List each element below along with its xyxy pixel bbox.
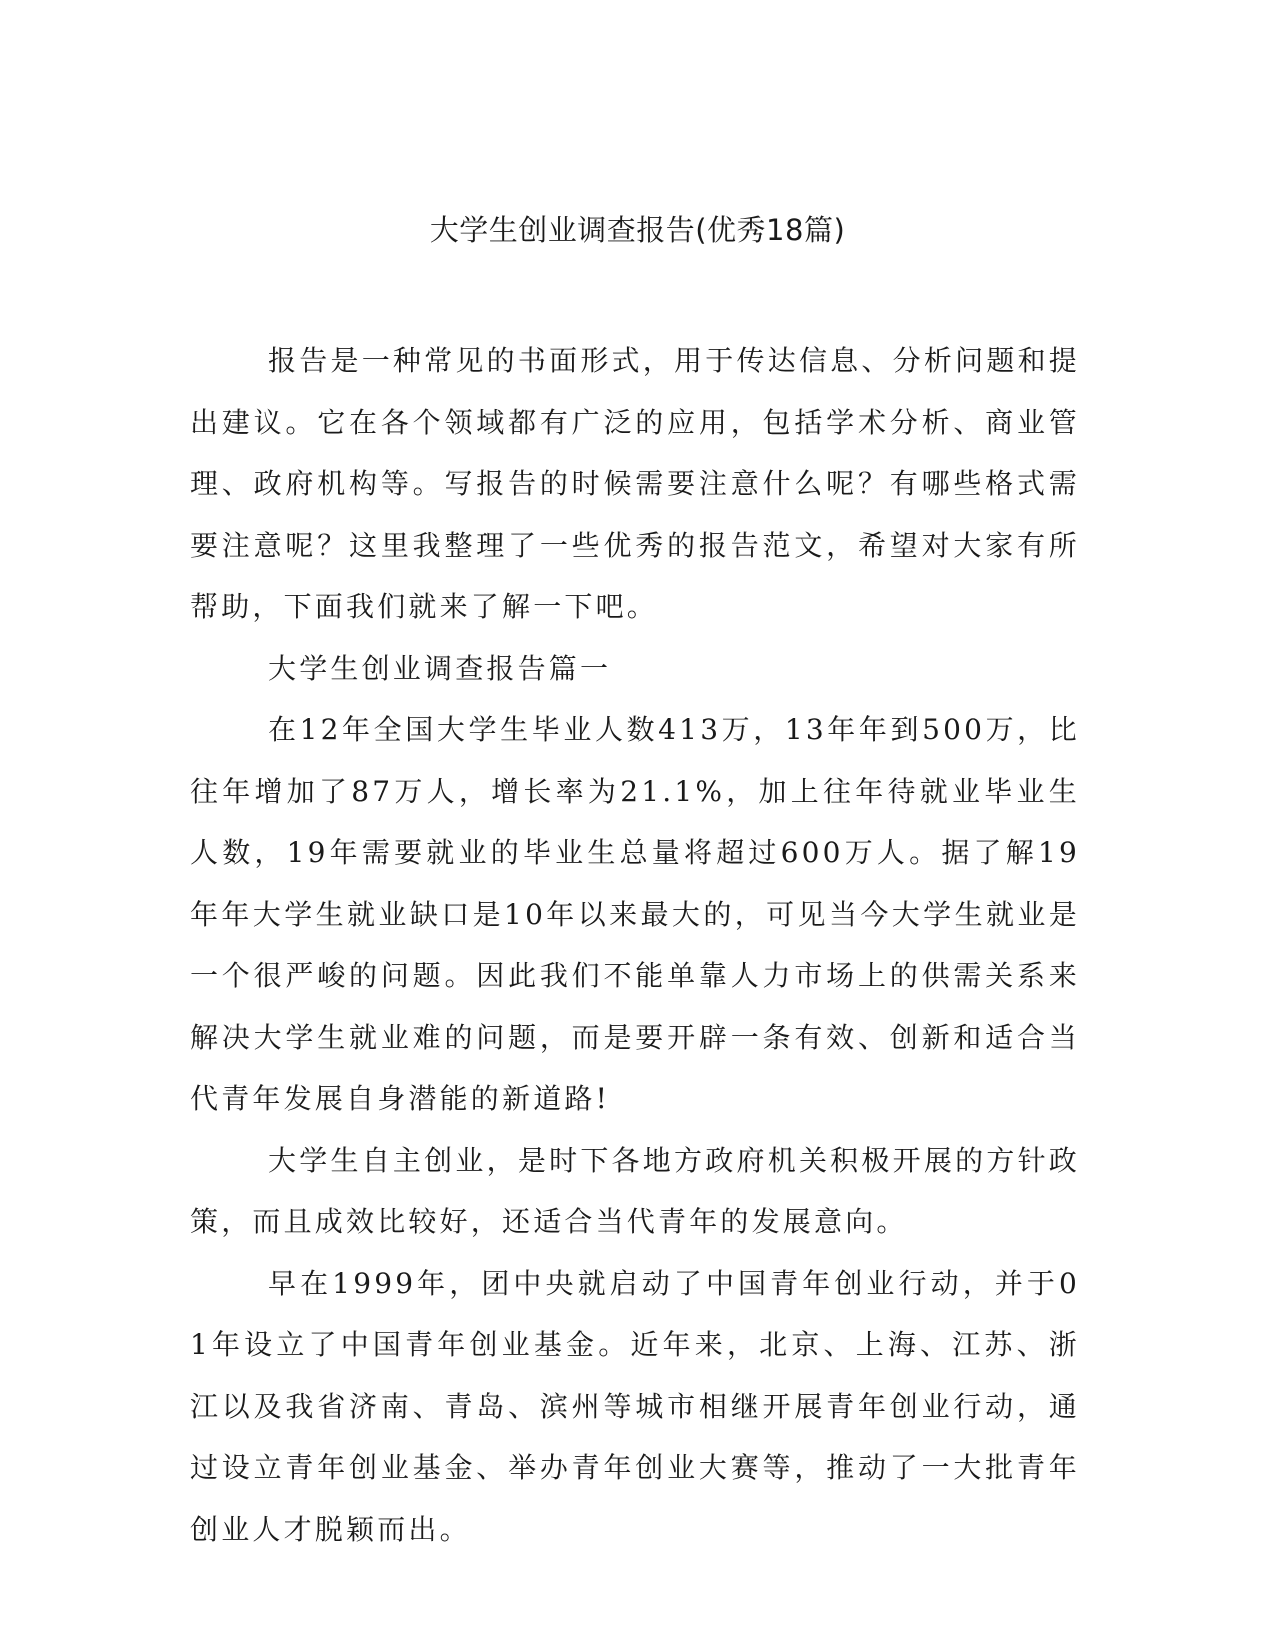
body-paragraph: 在12年全国大学生毕业人数413万，13年年到500万，比往年增加了87万人，增长率为21.1%，加上往年待就业毕业生人数，19年需要就业的毕业生总量将超过600万人。据了解19年年大学生就业缺口是10年以来最大的，可见当今大学生就业是一个很严峻的问题。因此我们不能单靠人力市场上的供需关系来解决大学生就业难的问题，而是要开辟一条有效、创新和适合当代青年发展自身潜能的新道路!: [190, 713, 1080, 1115]
section-heading: 大学生创业调查报告篇一: [268, 651, 612, 685]
document-title: 大学生创业调查报告(优秀18篇): [429, 213, 846, 247]
body-paragraph: 早在1999年，团中央就启动了中国青年创业行动，并于01年设立了中国青年创业基金。近年来，北京、上海、江苏、浙江以及我省济南、青岛、滨州等城市相继开展青年创业行动，通过设立青年创业基金、举办青年创业大赛等，推动了一大批青年创业人才脱颖而出。: [190, 1266, 1080, 1546]
intro-paragraph: 报告是一种常见的书面形式，用于传达信息、分析问题和提出建议。它在各个领域都有广泛的应用，包括学术分析、商业管理、政府机构等。写报告的时候需要注意什么呢？有哪些格式需要注意呢？这里我整理了一些优秀的报告范文，希望对大家有所帮助，下面我们就来了解一下吧。: [190, 344, 1080, 623]
body-paragraph: 大学生自主创业，是时下各地方政府机关积极开展的方针政策，而且成效比较好，还适合当代青年的发展意向。: [190, 1143, 1080, 1238]
document-body: [190, 330, 1080, 1560]
